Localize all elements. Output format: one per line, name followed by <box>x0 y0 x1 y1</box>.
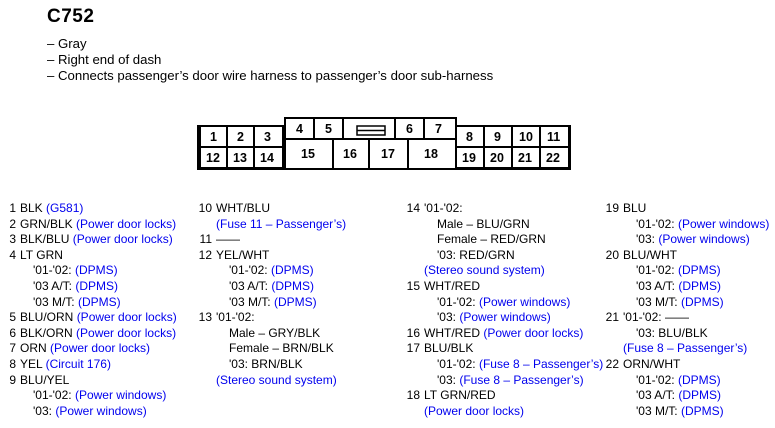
pin-label: 9 <box>494 130 501 144</box>
pin-wire-line <box>404 388 603 404</box>
pin-wire-line <box>0 373 177 389</box>
pin-label: 17 <box>381 147 395 161</box>
wire-color: YEL <box>20 356 43 371</box>
pin-entry <box>196 248 346 310</box>
pin-sub-line <box>196 373 346 389</box>
pin-number: 4 <box>9 247 16 262</box>
pin-entry <box>0 248 177 310</box>
wire-color: LT GRN <box>20 247 63 262</box>
pin-sub-line <box>603 232 769 248</box>
pin-number: 16 <box>406 325 420 340</box>
wire-color: ORN <box>20 341 47 356</box>
circuit-note: (G581) <box>46 201 84 215</box>
pin-number: 5 <box>9 310 16 325</box>
pin-sub-line <box>404 310 603 326</box>
variant-label: '01-'02: <box>229 263 268 278</box>
wire-color: —— <box>216 232 240 247</box>
wire-color: WHT/RED <box>424 325 480 340</box>
connector-face-diagram <box>0 0 775 200</box>
pin-entry <box>404 341 603 388</box>
pin-label: 1 <box>210 130 217 144</box>
variant-label: '03 M/T: <box>636 403 678 418</box>
pin-wire-line <box>196 248 346 264</box>
pin-entry <box>603 357 769 419</box>
pin-sub-line <box>603 388 769 404</box>
pin-sub-line <box>603 404 769 420</box>
pin-wire-line <box>196 201 346 217</box>
pin-number: 8 <box>9 356 16 371</box>
description-line: – Gray <box>47 36 87 51</box>
circuit-note: (Power door locks) <box>76 310 177 325</box>
pin-entry <box>0 326 177 342</box>
pin-entry <box>196 201 346 232</box>
pin-label: 14 <box>260 151 274 165</box>
pin-wire-line <box>196 232 346 248</box>
wire-color: YEL/WHT <box>216 247 270 262</box>
description-line: – Connects passenger’s door wire harness to passenger’s door sub-harness <box>47 68 494 83</box>
wire-color: BLK <box>20 201 43 215</box>
pin-wire-line <box>0 310 177 326</box>
variant-label: Female – RED/GRN <box>437 232 546 247</box>
variant-label: Female – BRN/BLK <box>229 341 334 356</box>
pin-wire-line <box>404 341 603 357</box>
variant-label: '03 A/T: <box>636 278 675 293</box>
pin-wire-line <box>196 310 346 326</box>
pin-sub-line <box>404 373 603 389</box>
pin-sub-line <box>603 263 769 279</box>
pin-label: 20 <box>490 151 504 165</box>
variant-label: '03 M/T: <box>229 294 271 309</box>
variant-label: '03 A/T: <box>229 278 268 293</box>
pin-number: 14 <box>406 201 420 215</box>
pin-sub-line <box>196 341 346 357</box>
pin-list-column <box>196 201 346 388</box>
wire-color: GRN/BLK <box>20 216 73 231</box>
pin-sub-line <box>603 295 769 311</box>
variant-label: '03: <box>437 372 456 387</box>
circuit-note: (Power door locks) <box>76 325 177 340</box>
circuit-note: (Fuse 8 – Passenger’s) <box>478 356 604 371</box>
pin-entry <box>0 373 177 420</box>
pin-label: 8 <box>466 130 473 144</box>
wire-color: BLU/YEL <box>20 372 70 387</box>
pin-label: 18 <box>424 147 438 161</box>
pin-number: 2 <box>9 216 16 231</box>
circuit-note: (Power windows) <box>658 232 750 247</box>
circuit-note: (Power windows) <box>74 388 167 403</box>
wire-color: BLU/BLK <box>424 341 474 356</box>
circuit-note: (Circuit 176) <box>45 356 111 371</box>
circuit-note: (Stereo sound system) <box>216 372 337 387</box>
pin-number: 22 <box>605 356 619 371</box>
pin-wire-line <box>404 279 603 295</box>
pin-sub-line <box>0 295 177 311</box>
variant-label: '01-'02: <box>33 263 72 278</box>
wire-color: WHT/BLU <box>216 201 270 215</box>
pin-entry <box>0 201 177 217</box>
circuit-note: (DPMS) <box>75 278 118 293</box>
variant-label: '01-'02: <box>636 263 675 278</box>
circuit-note: (DPMS) <box>680 294 724 309</box>
circuit-note: (Fuse 11 – Passenger’s) <box>216 216 347 231</box>
pin-number: 15 <box>406 278 420 293</box>
pin-wire-line <box>0 201 177 217</box>
pin-entry <box>0 310 177 326</box>
circuit-note: (DPMS) <box>678 388 721 403</box>
pin-entry <box>603 201 769 248</box>
wire-color: WHT/RED <box>424 278 480 293</box>
variant-label: '03 M/T: <box>33 294 75 309</box>
pin-wire-line <box>0 248 177 264</box>
variant-label: '03: <box>33 403 52 418</box>
pin-label: 21 <box>518 151 532 165</box>
pin-sub-line <box>0 388 177 404</box>
pin-wire-line <box>0 326 177 342</box>
pin-number: 9 <box>9 372 16 387</box>
variant-label: Male – GRY/BLK <box>229 325 321 340</box>
wire-color: '01-'02: <box>216 310 255 325</box>
circuit-note: (Power windows) <box>459 310 551 325</box>
pin-label: 4 <box>296 122 303 136</box>
pin-label: 3 <box>264 130 271 144</box>
pin-wire-line <box>0 341 177 357</box>
pin-sub-line <box>196 326 346 342</box>
circuit-note: (DPMS) <box>77 294 121 309</box>
variant-label: '03 M/T: <box>636 294 678 309</box>
circuit-note: (Power door locks) <box>50 341 151 356</box>
circuit-note: (DPMS) <box>677 372 721 387</box>
circuit-note: (Power door locks) <box>424 403 525 418</box>
connector-title: C752 <box>47 6 95 27</box>
circuit-note: (DPMS) <box>271 278 314 293</box>
pin-number: 21 <box>605 310 619 325</box>
pin-number: 20 <box>605 247 619 262</box>
circuit-note: (Power door locks) <box>76 216 177 231</box>
pin-sub-line <box>603 373 769 389</box>
pin-entry <box>0 232 177 248</box>
pin-entry <box>404 326 603 342</box>
pin-label: 19 <box>462 151 476 165</box>
pin-entry <box>196 310 346 388</box>
variant-label: '01-'02: <box>437 294 476 309</box>
pin-wire-line <box>603 310 769 326</box>
pin-number: 3 <box>9 232 16 247</box>
pin-label: 7 <box>435 122 442 136</box>
pin-entry <box>0 341 177 357</box>
pin-list-column <box>603 201 769 419</box>
pin-sub-line <box>603 341 769 357</box>
pin-wire-line <box>0 217 177 233</box>
pin-number: 19 <box>605 201 619 215</box>
pin-label: 5 <box>325 122 332 136</box>
wire-color: '01-'02: <box>424 201 463 215</box>
wire-color: BLK/ORN <box>20 325 73 340</box>
pin-label: 12 <box>206 151 220 165</box>
pin-entry <box>603 248 769 310</box>
circuit-note: (Fuse 8 – Passenger’s) <box>459 372 584 387</box>
pin-entry <box>404 388 603 419</box>
pin-sub-line <box>603 279 769 295</box>
variant-label: Male – BLU/GRN <box>437 216 530 231</box>
pin-list-column <box>0 201 177 419</box>
variant-label: '03: BLU/BLK <box>636 325 708 340</box>
pin-label: 15 <box>301 147 315 161</box>
variant-label: '03: RED/GRN <box>437 247 515 262</box>
wire-color: ORN/WHT <box>623 356 681 371</box>
pin-entry <box>404 201 603 279</box>
pin-wire-line <box>0 232 177 248</box>
variant-label: '01-'02: <box>33 388 72 403</box>
pin-number: 1 <box>9 201 16 215</box>
pin-number: 17 <box>406 341 420 356</box>
pin-sub-line <box>0 404 177 420</box>
pin-wire-line <box>603 357 769 373</box>
circuit-note: (Stereo sound system) <box>424 263 545 278</box>
variant-label: '03: <box>437 310 456 325</box>
wire-color: '01-'02: —— <box>623 310 689 325</box>
wire-color: BLK/BLU <box>20 232 70 247</box>
pin-sub-line <box>404 357 603 373</box>
variant-label: '03: <box>636 232 655 247</box>
pin-number: 6 <box>9 325 16 340</box>
wire-color: LT GRN/RED <box>424 388 496 403</box>
pin-number: 10 <box>198 201 212 215</box>
wire-color: BLU/WHT <box>623 247 677 262</box>
pin-wire-line <box>603 248 769 264</box>
pin-entry <box>603 310 769 357</box>
pin-entry <box>404 279 603 326</box>
circuit-note: (Power door locks) <box>72 232 173 247</box>
pin-entry <box>0 217 177 233</box>
variant-label: '01-'02: <box>636 372 675 387</box>
circuit-note: (DPMS) <box>74 263 118 278</box>
pin-label: 10 <box>519 130 533 144</box>
wire-color: BLU/ORN <box>20 310 74 325</box>
circuit-note: (DPMS) <box>678 278 721 293</box>
pin-sub-line <box>404 217 603 233</box>
pin-label: 2 <box>237 130 244 144</box>
variant-label: '03 A/T: <box>33 278 72 293</box>
pin-label: 16 <box>343 147 357 161</box>
circuit-note: (Power windows) <box>55 403 147 418</box>
variant-label: '03 A/T: <box>636 388 675 403</box>
description-line: – Right end of dash <box>47 52 162 67</box>
pin-entry <box>196 232 346 248</box>
circuit-note: (Fuse 8 – Passenger’s) <box>623 341 748 356</box>
pin-number: 7 <box>9 341 16 356</box>
circuit-note: (DPMS) <box>680 403 724 418</box>
pin-sub-line <box>196 295 346 311</box>
pin-sub-line <box>0 279 177 295</box>
pin-number: 11 <box>199 232 212 247</box>
circuit-note: (DPMS) <box>273 294 317 309</box>
pin-sub-line <box>603 217 769 233</box>
pin-sub-line <box>404 263 603 279</box>
pin-sub-line <box>196 217 346 233</box>
pin-number: 13 <box>198 310 212 325</box>
pin-sub-line <box>404 404 603 420</box>
circuit-note: (Power door locks) <box>483 325 584 340</box>
variant-label: '03: BRN/BLK <box>229 356 303 371</box>
circuit-note: (DPMS) <box>270 263 314 278</box>
variant-label: '01-'02: <box>437 356 476 371</box>
pin-sub-line <box>0 263 177 279</box>
circuit-note: (DPMS) <box>677 263 721 278</box>
pin-wire-line <box>404 201 603 217</box>
pin-sub-line <box>196 279 346 295</box>
pin-label: 22 <box>546 151 560 165</box>
pin-list-column <box>404 201 603 419</box>
pin-sub-line <box>404 248 603 264</box>
wire-color: BLU <box>623 201 647 215</box>
pin-number: 18 <box>406 388 420 403</box>
pin-sub-line <box>404 232 603 248</box>
circuit-note: (Power windows) <box>677 216 770 231</box>
pin-label: 11 <box>547 130 561 144</box>
pin-number: 12 <box>198 247 212 262</box>
pin-wire-line <box>603 201 769 217</box>
pin-sub-line <box>603 326 769 342</box>
circuit-note: (Power windows) <box>478 294 571 309</box>
pin-wire-line <box>0 357 177 373</box>
variant-label: '01-'02: <box>636 216 675 231</box>
pin-sub-line <box>196 263 346 279</box>
pin-sub-line <box>196 357 346 373</box>
pin-sub-line <box>404 295 603 311</box>
pin-wire-line <box>404 326 603 342</box>
pin-entry <box>0 357 177 373</box>
pin-label: 6 <box>406 122 413 136</box>
pin-label: 13 <box>233 151 247 165</box>
